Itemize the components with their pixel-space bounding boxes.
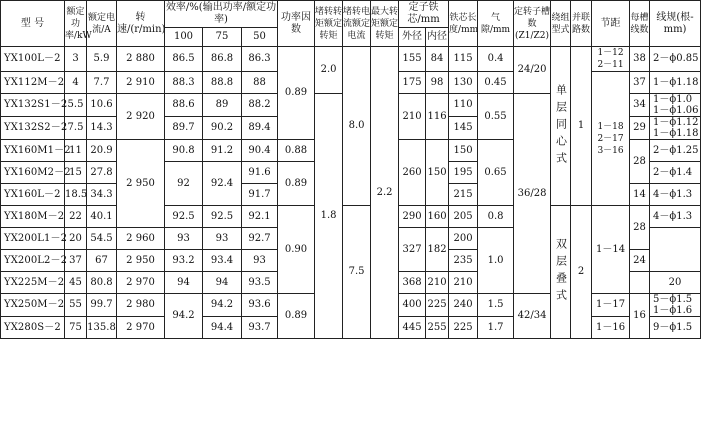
cell-wire-gauge [650,94,701,117]
cell-parallel-paths: 1 [571,47,592,206]
header-stator-core: 定子铁芯/mm [399,1,449,28]
cell-inner-diameter: 98 [426,72,449,94]
cell-core-length: 205 [449,206,478,228]
wire-line: 4－ϕ1.3 [653,211,693,222]
cell-turns: 37 [630,72,650,94]
cell-turns: 38 [630,47,650,72]
cell-locked-current: 8.0 [343,47,371,206]
cell-eff-75: 92.4 [203,162,242,206]
cell-model: YX112M－2 [1,72,65,94]
cell-power-factor: 0.90 [278,206,315,294]
header-efficiency: 效率/%(输出功率/额定功率) [165,1,278,28]
header-pitch: 节距 [592,1,630,47]
cell-wire-gauge: 9－ϕ1.5 [650,317,701,339]
cell-wire-gauge: 4－ϕ1.3 [650,184,701,206]
cell-winding-type: 双层叠式 [551,206,571,339]
header-slots: 定转子槽数(Z1/Z2) [514,1,551,47]
cell-turns: 20 [650,272,701,294]
cell-core-length: 150 [449,140,478,162]
cell-wire-gauge [650,294,701,317]
cell-current: 27.8 [87,162,117,184]
cell-power: 55 [65,294,87,317]
cell-inner-diameter: 225 [426,294,449,317]
header-eff-100: 100 [165,28,203,47]
cell-turns: 16 [630,294,650,339]
cell-eff-75: 90.2 [203,117,242,140]
cell-power: 7.5 [65,117,87,140]
cell-eff-75: 94.2 [203,294,242,317]
cell-outer-diameter: 175 [399,72,426,94]
cell-eff-100: 93.2 [165,250,203,272]
cell-slots: 36/28 [514,94,551,294]
wire-line: 5－ϕ1.5 [653,294,693,305]
cell-core-length: 240 [449,294,478,317]
cell-current: 20.9 [87,140,117,162]
cell-eff-75: 92.5 [203,206,242,228]
cell-eff-75: 91.2 [203,140,242,162]
cell-locked-current: 7.5 [343,206,371,339]
cell-inner-diameter: 84 [426,47,449,72]
cell-locked-torque: 1.8 [315,94,343,339]
cell-core-length: 210 [449,272,478,294]
cell-model: YX200L2－2 [1,250,65,272]
cell-eff-100: 93 [165,228,203,250]
cell-speed: 2 970 [117,317,165,339]
wire-line: 1－ϕ1.0 [653,94,693,105]
cell-inner-diameter: 150 [426,140,449,206]
cell-eff-75: 89 [203,94,242,117]
wire-line: 1－ϕ1.12 [653,117,699,128]
cell-current: 5.9 [87,47,117,72]
cell-eff-50: 93.5 [242,272,278,294]
cell-eff-100: 94 [165,272,203,294]
header-speed: 转速/(r/min) [117,1,165,47]
cell-pitch: 1－16 [592,317,630,339]
cell-core-length: 200 [449,228,478,250]
cell-eff-75: 93 [203,228,242,250]
cell-eff-75: 94.4 [203,317,242,339]
cell-slots: 42/34 [514,294,551,339]
wire-line: 1－ϕ1.06 [653,105,699,116]
cell-eff-75: 86.8 [203,47,242,72]
cell-speed: 2 910 [117,72,165,94]
header-locked-torque: 堵转转矩额定转矩 [315,1,343,47]
table-row [1,47,701,72]
cell-power: 5.5 [65,94,87,117]
header-outer-diameter: 外径 [399,28,426,47]
cell-current: 54.5 [87,228,117,250]
cell-eff-50: 90.4 [242,140,278,162]
cell-eff-50: 93 [242,250,278,272]
cell-inner-diameter: 255 [426,317,449,339]
pitch-line: 2－11 [597,60,624,70]
cell-model: YX280S－2 [1,317,65,339]
cell-airgap: 1.5 [478,294,514,317]
cell-current: 80.8 [87,272,117,294]
cell-current: 14.3 [87,117,117,140]
cell-power: 45 [65,272,87,294]
cell-airgap: 1.7 [478,317,514,339]
cell-power-factor: 0.89 [278,294,315,339]
cell-max-torque: 2.2 [371,47,399,339]
cell-eff-75: 93.4 [203,250,242,272]
header-model: 型 号 [1,1,65,47]
header-core-length: 铁芯长度/mm [449,1,478,47]
cell-speed: 2 980 [117,294,165,317]
cell-slots-blank [650,228,701,272]
cell-parallel-paths: 2 [571,206,592,339]
cell-speed: 2 950 [117,140,165,228]
cell-eff-100: 92.5 [165,206,203,228]
cell-model: YX132S2－2 [1,117,65,140]
cell-power-factor: 0.89 [278,47,315,140]
cell-eff-50: 93.7 [242,317,278,339]
cell-current: 34.3 [87,184,117,206]
cell-airgap: 0.8 [478,206,514,228]
header-current: 额定电流/A [87,1,117,47]
cell-power-factor: 0.88 [278,140,315,162]
cell-eff-50: 91.6 [242,162,278,184]
cell-current: 10.6 [87,94,117,117]
cell-speed: 2 880 [117,47,165,72]
cell-current: 67 [87,250,117,272]
cell-outer-diameter: 445 [399,317,426,339]
cell-power: 4 [65,72,87,94]
cell-turns: 29 [630,117,650,140]
cell-airgap: 1.0 [478,228,514,294]
cell-eff-100: 88.6 [165,94,203,117]
cell-eff-50: 92.7 [242,228,278,250]
cell-core-length: 110 [449,94,478,117]
cell-eff-100: 90.8 [165,140,203,162]
cell-eff-50: 86.3 [242,47,278,72]
cell-eff-100: 92 [165,162,203,206]
cell-pitch [592,47,630,72]
cell-eff-50: 93.6 [242,294,278,317]
cell-model: YX160M2－2 [1,162,65,184]
cell-outer-diameter: 155 [399,47,426,72]
wire-line: 1－ϕ1.18 [653,128,699,139]
cell-power: 22 [65,206,87,228]
cell-current: 99.7 [87,294,117,317]
cell-eff-50: 89.4 [242,117,278,140]
pitch-line: 1－12 [597,48,624,58]
header-locked-current: 堵转电流额定电流 [343,1,371,47]
cell-wire-gauge [650,206,701,228]
cell-speed: 2 950 [117,250,165,272]
cell-eff-75: 88.8 [203,72,242,94]
cell-outer-diameter: 210 [399,94,426,140]
cell-eff-100: 89.7 [165,117,203,140]
header-airgap: 气隙/mm [478,1,514,47]
cell-wire-gauge: 1－ϕ1.18 [650,72,701,94]
cell-winding-type: 单层同心式 [551,47,571,206]
cell-speed: 2 960 [117,228,165,250]
cell-outer-diameter: 400 [399,294,426,317]
cell-outer-diameter: 290 [399,206,426,228]
cell-current: 40.1 [87,206,117,228]
cell-turns: 28 [630,140,650,184]
cell-power: 3 [65,47,87,72]
pitch-line: 2－17 [597,133,624,144]
cell-power-factor: 0.89 [278,162,315,206]
cell-current: 7.7 [87,72,117,94]
cell-eff-50: 88.2 [242,94,278,117]
header-inner-diameter: 内径 [426,28,449,47]
header-max-torque: 最大转矩额定转矩 [371,1,399,47]
cell-eff-100: 88.3 [165,72,203,94]
header-eff-75: 75 [203,28,242,47]
cell-power: 75 [65,317,87,339]
cell-eff-50: 92.1 [242,206,278,228]
cell-wire-gauge: 2－ϕ1.4 [650,162,701,184]
cell-core-length: 145 [449,117,478,140]
header-turns: 每槽线数 [630,1,650,47]
cell-outer-diameter: 368 [399,272,426,294]
cell-core-length: 130 [449,72,478,94]
header-power: 额定功率/kW [65,1,87,47]
cell-current: 135.8 [87,317,117,339]
cell-core-length: 225 [449,317,478,339]
cell-eff-50: 88 [242,72,278,94]
cell-outer-diameter: 327 [399,228,426,272]
cell-core-length: 215 [449,184,478,206]
cell-turns: 14 [630,184,650,206]
cell-power: 15 [65,162,87,184]
cell-slots: 24/20 [514,47,551,94]
cell-inner-diameter: 116 [426,94,449,140]
cell-model: YX250M－2 [1,294,65,317]
cell-pitch: 1－17 [592,294,630,317]
cell-core-length: 115 [449,47,478,72]
cell-speed: 2 970 [117,272,165,294]
cell-inner-diameter: 182 [426,228,449,272]
cell-eff-100: 86.5 [165,47,203,72]
cell-eff-100: 94.2 [165,294,203,339]
cell-core-length: 235 [449,250,478,272]
cell-power: 11 [65,140,87,162]
cell-inner-diameter: 160 [426,206,449,228]
cell-airgap: 0.45 [478,72,514,94]
cell-speed: 2 920 [117,94,165,140]
cell-power: 18.5 [65,184,87,206]
cell-turns: 34 [630,94,650,117]
header-winding-type: 绕组型式 [551,1,571,47]
pitch-line: 3－16 [597,145,624,156]
cell-wire-gauge: 2－ϕ0.85 [650,47,701,72]
cell-power: 37 [65,250,87,272]
cell-locked-torque: 2.0 [315,47,343,94]
cell-slots-blank [630,272,650,294]
cell-turns: 28 [630,206,650,250]
cell-airgap: 0.55 [478,94,514,140]
cell-model: YX200L1－2 [1,228,65,250]
cell-model: YX225M－2 [1,272,65,294]
cell-eff-75: 94 [203,272,242,294]
cell-power: 20 [65,228,87,250]
cell-airgap: 0.4 [478,47,514,72]
header-power-factor: 功率因数 [278,1,315,47]
cell-outer-diameter: 260 [399,140,426,206]
cell-model: YX160M1－2 [1,140,65,162]
cell-airgap: 0.65 [478,140,514,206]
header-wire-gauge: 线规(根-mm) [650,1,701,47]
header-eff-50: 50 [242,28,278,47]
cell-inner-diameter: 210 [426,272,449,294]
cell-wire-gauge: 2－ϕ1.25 [650,140,701,162]
cell-turns: 24 [630,250,650,272]
cell-core-length: 195 [449,162,478,184]
cell-wire-gauge [650,117,701,140]
cell-pitch: 1－14 [592,206,630,294]
cell-model: YX100L－2 [1,47,65,72]
wire-line: 1－ϕ1.6 [653,305,693,316]
cell-model: YX180M－2 [1,206,65,228]
cell-pitch [592,72,630,206]
cell-model: YX160L－2 [1,184,65,206]
cell-model: YX132S1－2 [1,94,65,117]
table-row [1,206,701,228]
header-parallel-paths: 并联路数 [571,1,592,47]
cell-eff-50: 91.7 [242,184,278,206]
pitch-line: 1－18 [597,121,624,132]
